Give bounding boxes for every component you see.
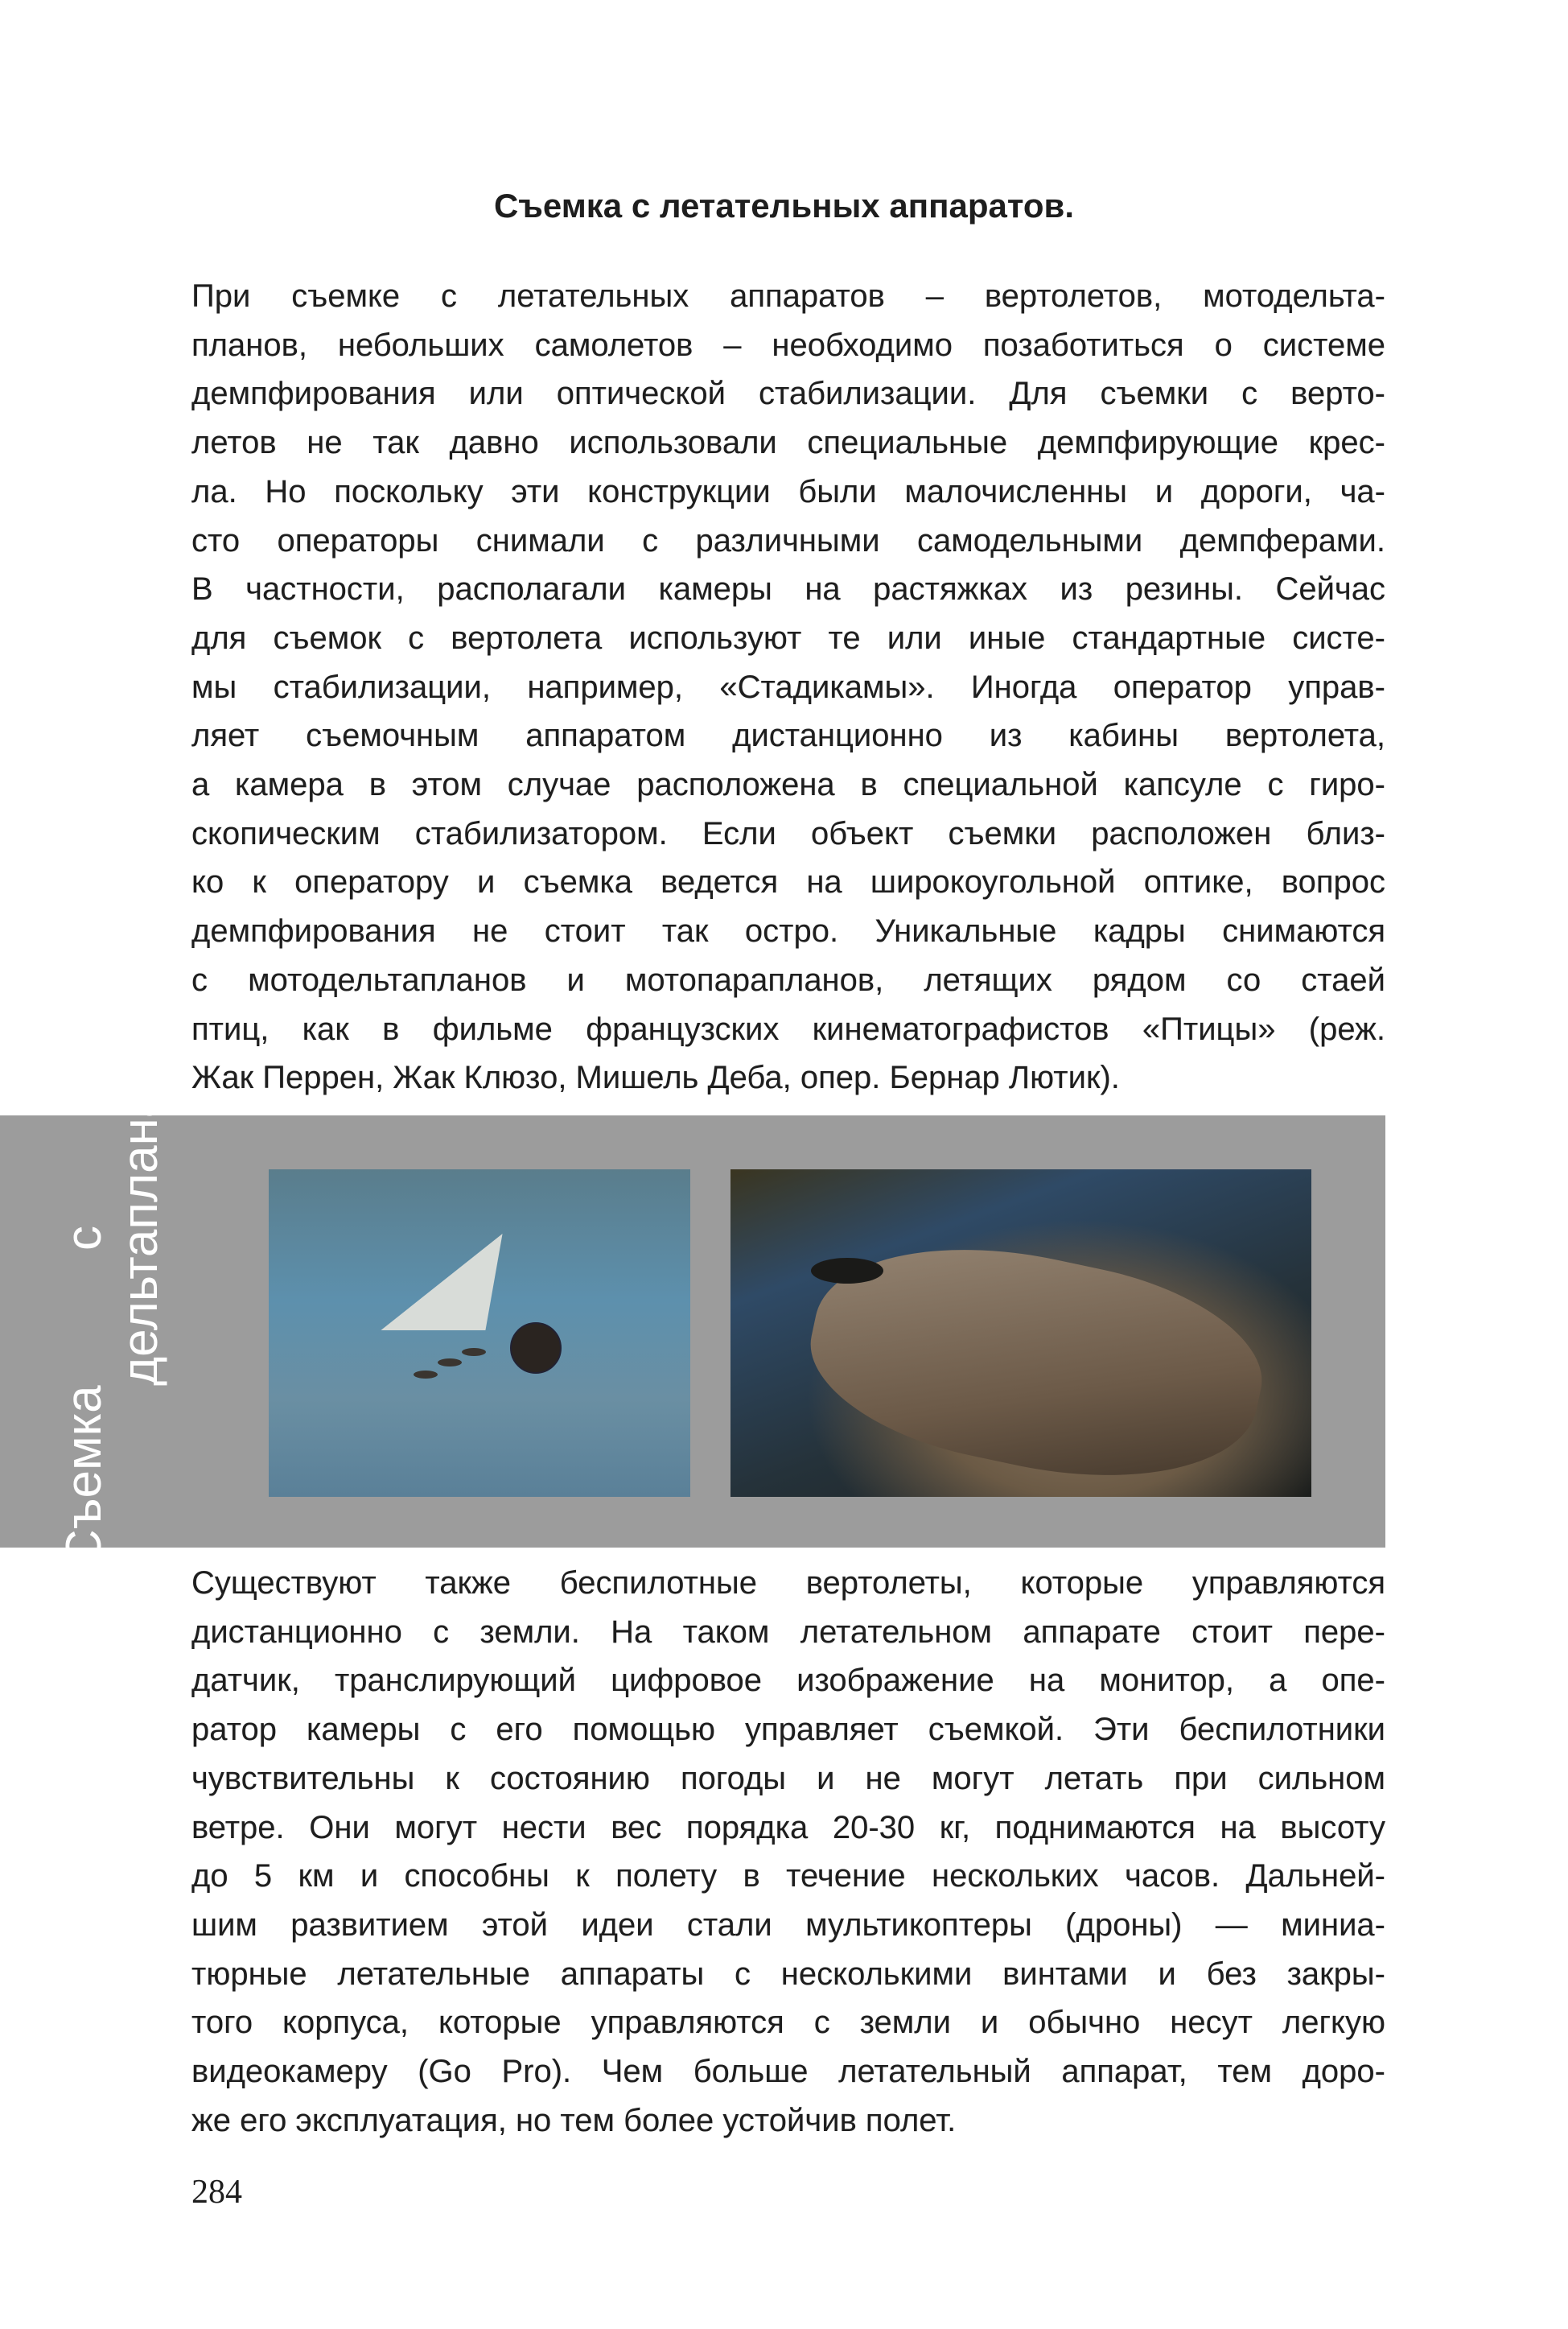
text-line: летов не так давно использовали специальные демпфирующие крес- xyxy=(191,425,1385,461)
bird xyxy=(414,1371,438,1379)
goose-head xyxy=(811,1258,883,1284)
text-line: дистанционно с земли. На таком летательном аппарате стоит пере- xyxy=(191,1614,1385,1650)
photo-hang-glider xyxy=(269,1169,690,1497)
text-line: ла. Но поскольку эти конструкции были малочисленны и дороги, ча- xyxy=(191,473,1385,509)
text-line: мы стабилизации, например, «Стадикамы». Иногда оператор управ- xyxy=(191,669,1385,705)
paragraph-2 xyxy=(191,1559,1385,2145)
text-line: В частности, располагали камеры на растяжках из резины. Сейчас xyxy=(191,571,1385,608)
text-line: датчик, транслирующий цифровое изображение на монитор, а опе- xyxy=(191,1663,1385,1699)
hang-glider-trike xyxy=(510,1322,562,1374)
text-line: демпфирования или оптической стабилизации. Для съемки с верто- xyxy=(191,376,1385,412)
text-line: тюрные летательные аппараты с несколькими винтами и без закры- xyxy=(191,1956,1385,1992)
text-line: Существуют также беспилотные вертолеты, которые управляются xyxy=(191,1565,1385,1601)
text-line: ветре. Они могут нести вес порядка 20-30 кг, поднимаются на высоту xyxy=(191,1809,1385,1845)
text-line: до 5 км и способны к полету в течение нескольких часов. Дальней- xyxy=(191,1858,1385,1894)
figure-caption xyxy=(56,1090,177,1566)
caption-line-2: с дельтаплана xyxy=(56,1090,168,1386)
page-number: 284 xyxy=(191,2174,242,2211)
text-line: птиц, как в фильме французских кинематографистов «Птицы» (реж. xyxy=(191,1011,1385,1047)
text-line: сто операторы снимали с различными самодельными демпферами. xyxy=(191,522,1385,559)
text-line: ко к оператору и съемка ведется на широкоугольной оптике, вопрос xyxy=(191,864,1385,901)
bird xyxy=(462,1348,486,1356)
hang-glider-wing xyxy=(381,1234,502,1330)
text-line: Жак Перрен, Жак Клюзо, Мишель Деба, опер. Бернар Лютик). xyxy=(191,1060,1120,1096)
text-line: шим развитием этой идеи стали мультикоптеры (дроны) — миниа- xyxy=(191,1906,1385,1943)
paragraph-1 xyxy=(191,272,1385,1103)
text-line: скопическим стабилизатором. Если объект съемки расположен близ- xyxy=(191,815,1385,851)
section-title: Съемка с летательных аппаратов. xyxy=(493,187,1075,225)
text-line: чувствительны к состоянию погоды и не могут летать при сильном xyxy=(191,1760,1385,1796)
text-line: При съемке с летательных аппаратов – вертолетов, мотодельта- xyxy=(191,278,1385,314)
photo-goose xyxy=(730,1169,1311,1497)
text-line: ратор камеры с его помощью управляет съемкой. Эти беспилотники xyxy=(191,1712,1385,1748)
text-line: демпфирования не стоит так остро. Уникальные кадры снимаются xyxy=(191,913,1385,950)
text-line: того корпуса, которые управляются с земли и обычно несут легкую xyxy=(191,2005,1385,2041)
text-line: ляет съемочным аппаратом дистанционно из кабины вертолета, xyxy=(191,718,1385,754)
goose-wing xyxy=(794,1214,1278,1512)
text-line: же его эксплуатация, но тем более устойчив полет. xyxy=(191,2102,957,2138)
text-line: для съемок с вертолета используют те или иные стандартные систе- xyxy=(191,620,1385,656)
text-line: видеокамеру (Go Pro). Чем больше летательный аппарат, тем доро- xyxy=(191,2054,1385,2090)
caption-line-1: Съемка xyxy=(56,1385,112,1566)
text-line: с мотодельтапланов и мотопарапланов, летящих рядом со стаей xyxy=(191,962,1385,998)
text-line: планов, небольших самолетов – необходимо позаботиться о системе xyxy=(191,327,1385,363)
text-line: а камера в этом случае расположена в специальной капсуле с гиро- xyxy=(191,767,1385,803)
bird xyxy=(438,1358,462,1366)
